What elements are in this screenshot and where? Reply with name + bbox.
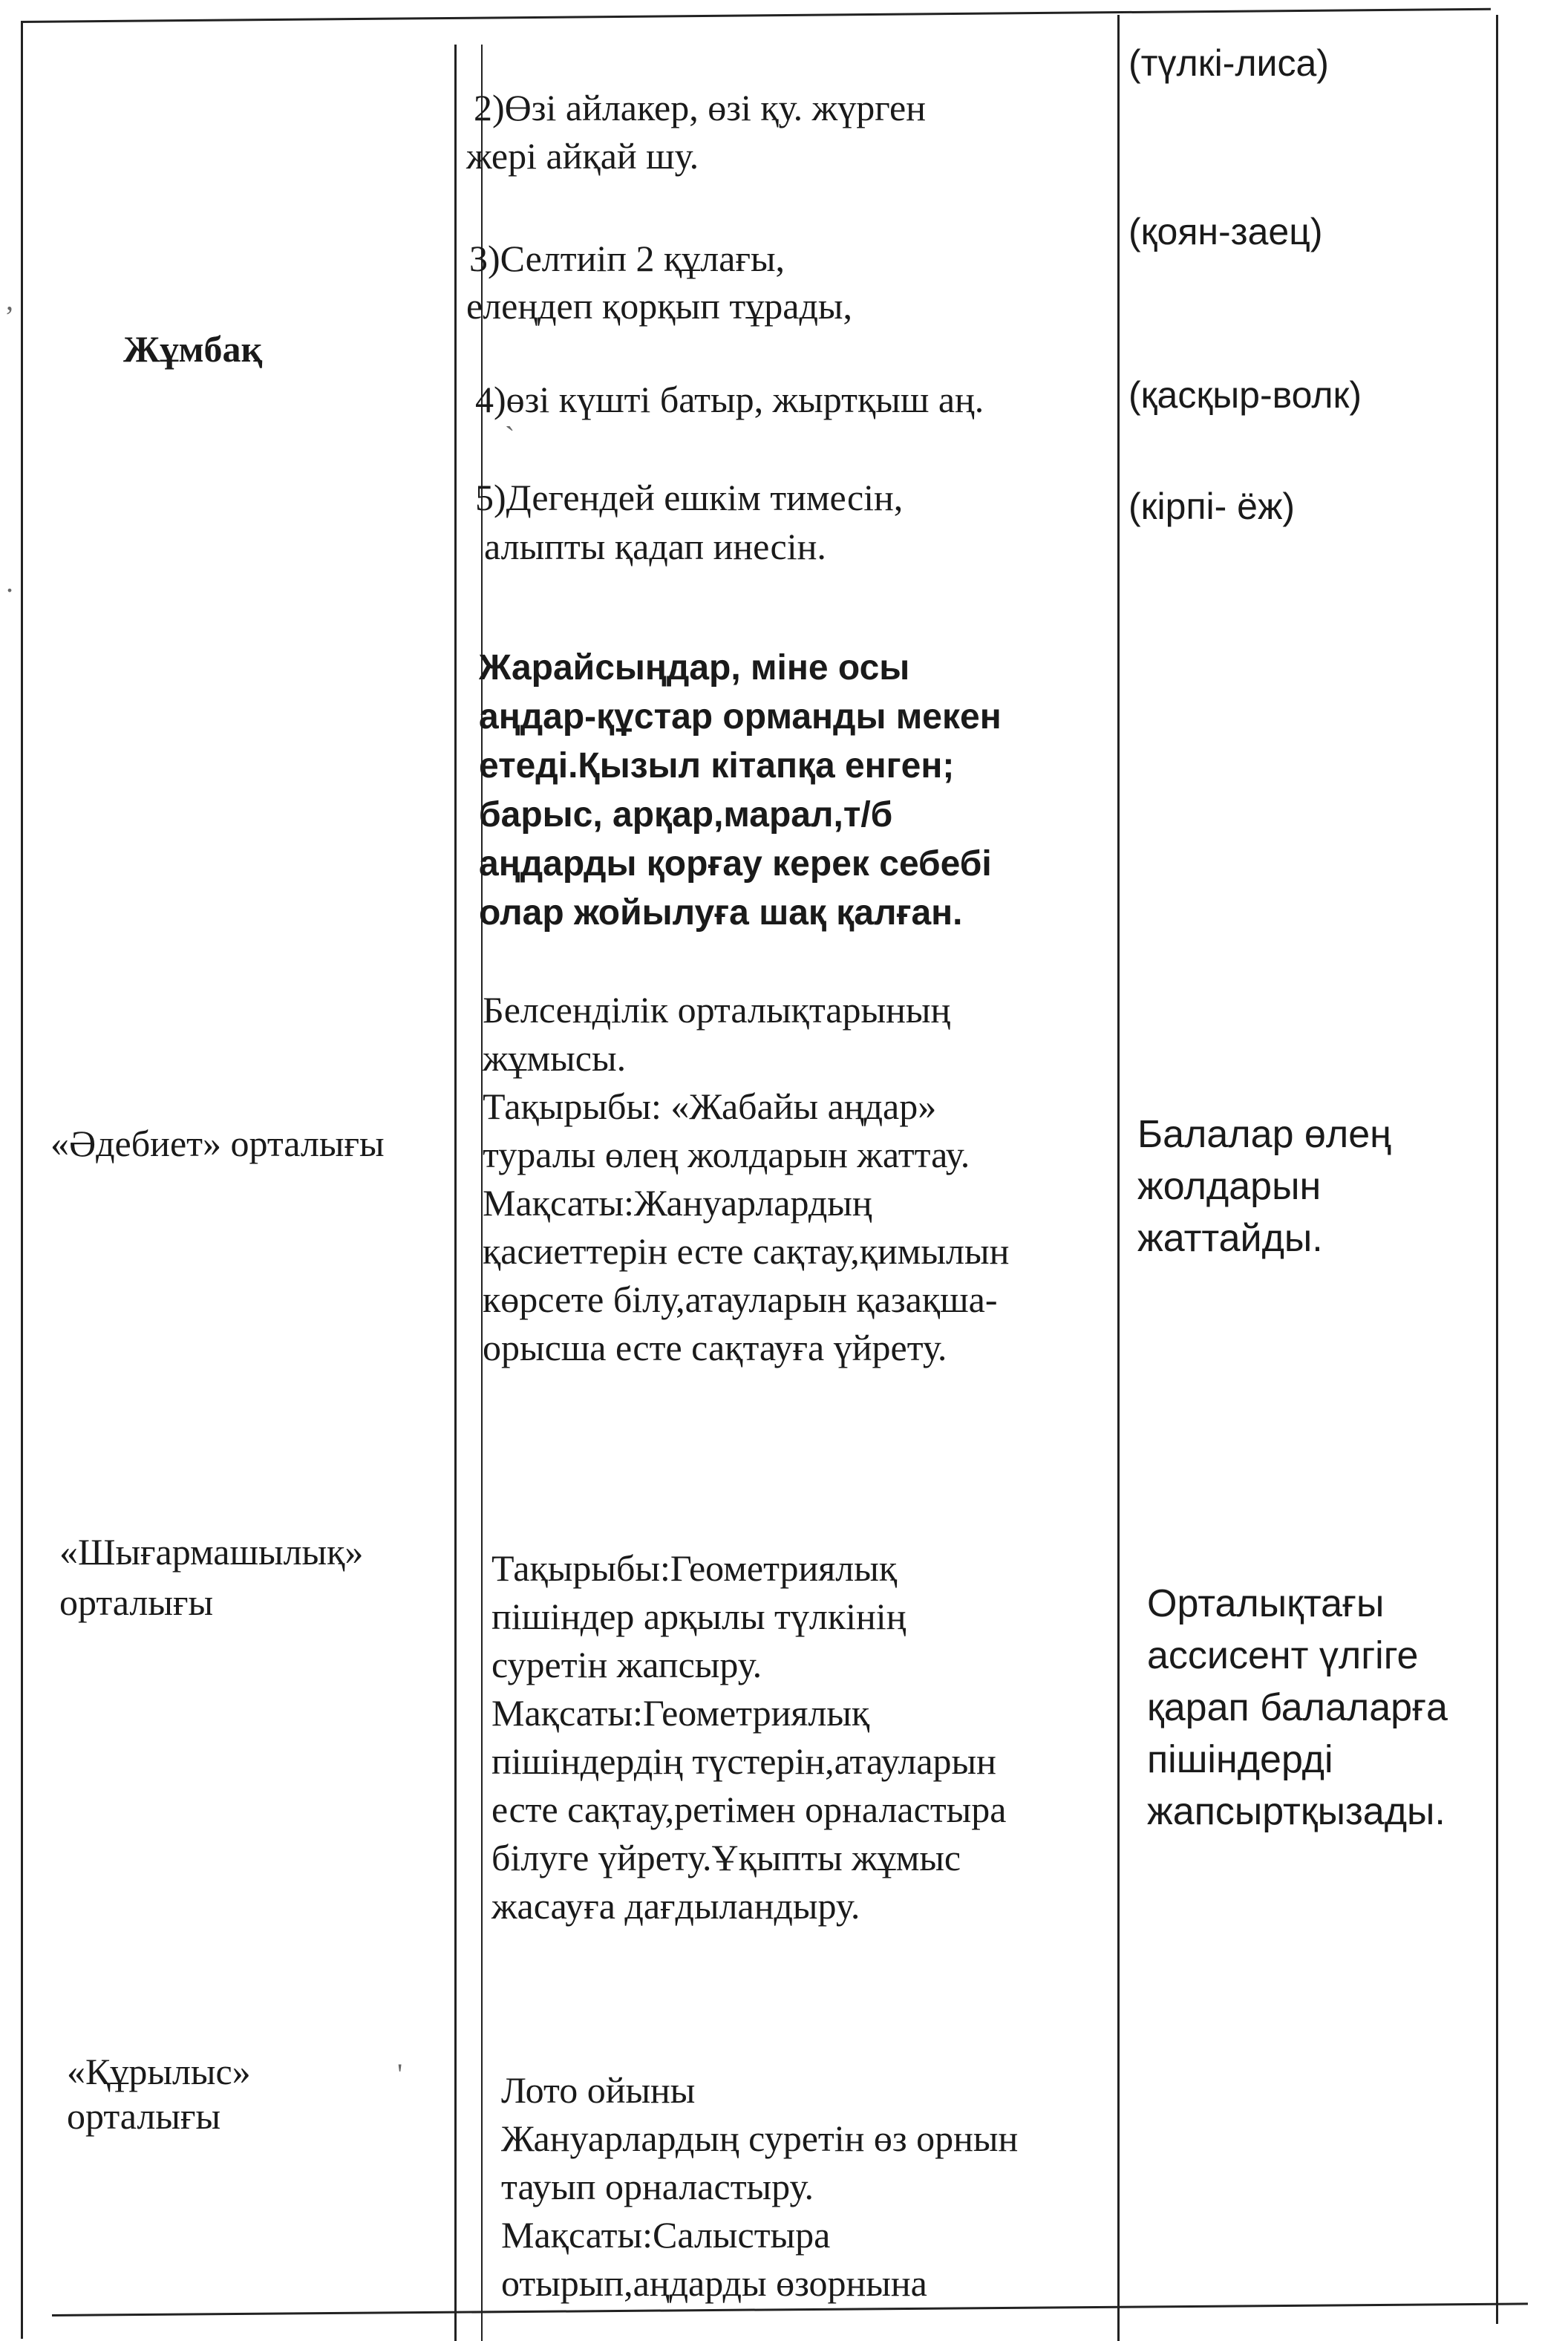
scan-mark: , <box>6 283 13 316</box>
literature-text-line: Тақырыбы: «Жабайы аңдар» <box>483 1085 937 1127</box>
creative-text-line: суретін жапсыру. <box>491 1644 762 1685</box>
riddle-2-line-2: жері айқай шу. <box>466 135 699 177</box>
column-divider-1 <box>454 45 457 2341</box>
creative-text-line: пішіндер арқылы түлкінің <box>491 1596 906 1637</box>
construction-center-label-2: орталығы <box>67 2095 221 2137</box>
literature-text-line: Белсенділік орталықтарының <box>483 989 951 1031</box>
creative-result-line: қарап балаларға <box>1147 1686 1448 1729</box>
riddle-3-line-1: 3)Селтиіп 2 құлағы, <box>469 238 785 279</box>
riddle-4-line-1: 4)өзі күшті батыр, жыртқыш аң. <box>475 379 984 420</box>
construction-text-line: Жануарлардың суретін өз орнын <box>501 2118 1019 2159</box>
scan-mark: . <box>6 565 13 598</box>
table-left-border <box>21 22 23 2339</box>
literature-text-line: туралы өлең жолдарын жаттау. <box>483 1134 970 1175</box>
literature-result-line: жолдарын <box>1137 1165 1322 1208</box>
creative-center-label: «Шығармашылық» <box>59 1531 364 1573</box>
literature-text-line: жұмысы. <box>483 1037 627 1079</box>
creative-text-line: есте сақтау,ретімен орналастыра <box>491 1789 1007 1830</box>
summary-line: олар жойылуға шақ қалған. <box>479 893 963 933</box>
construction-text-line: отырып,аңдарды өзорнына <box>501 2262 927 2304</box>
riddle-5-line-2: алыпты қадап инесін. <box>484 526 826 567</box>
riddle-5-answer: (кірпі- ёж) <box>1128 486 1296 527</box>
summary-line: аңдарды қорғау керек себебі <box>479 844 992 884</box>
creative-center-label-2: орталығы <box>59 1581 214 1623</box>
literature-center-label: «Әдебиет» орталығы <box>50 1123 385 1164</box>
scan-mark: ' <box>397 2057 403 2091</box>
summary-line: аңдар-құстар орманды мекен <box>479 697 1002 737</box>
creative-text-line: Тақырыбы:Геометриялық <box>491 1547 898 1589</box>
riddle-4-answer: (қасқыр-волк) <box>1128 374 1362 416</box>
riddle-2-answer: (түлкі-лиса) <box>1128 42 1329 84</box>
riddle-2-line-1: 2)Өзі айлакер, өзі қу. жүрген <box>474 87 927 128</box>
creative-text-line: пішіндердің түстерін,атауларын <box>491 1740 996 1782</box>
creative-result-line: Орталықтағы <box>1147 1582 1385 1625</box>
riddle-3-line-2: елеңдеп қорқып тұрады, <box>466 285 852 327</box>
table-top-border <box>21 8 1491 23</box>
column-divider-2 <box>1117 15 1120 2341</box>
riddle-5-line-1: 5)Дегендей ешкім тимесін, <box>475 477 904 518</box>
construction-text-line: тауып орналастыру. <box>501 2166 814 2207</box>
literature-text-line: көрсете білу,атауларын қазақша- <box>483 1279 998 1320</box>
literature-result-line: жаттайды. <box>1137 1217 1323 1260</box>
creative-result-line: пішіндерді <box>1147 1738 1333 1781</box>
scan-mark: ` <box>505 420 515 454</box>
summary-line: барыс, арқар,марал,т/б <box>479 795 893 835</box>
riddle-3-answer: (қоян-заец) <box>1128 211 1323 252</box>
summary-line: Жарайсыңдар, міне осы <box>479 648 910 688</box>
literature-result-line: Балалар өлең <box>1137 1113 1391 1156</box>
table-right-border <box>1496 15 1498 2324</box>
creative-result-line: жапсыртқызады. <box>1147 1790 1446 1833</box>
creative-result-line: ассисент үлгіге <box>1147 1634 1419 1677</box>
literature-text-line: орысша есте сақтауға үйрету. <box>483 1327 947 1368</box>
creative-text-line: жасауға дағдыландыру. <box>491 1885 860 1927</box>
construction-center-label: «Құрылыс» <box>67 2051 251 2092</box>
riddle-label: Жұмбақ <box>123 328 263 370</box>
literature-text-line: қасиеттерін есте сақтау,қимылын <box>483 1230 1010 1272</box>
literature-text-line: Мақсаты:Жануарлардың <box>483 1182 872 1224</box>
construction-text-line: Мақсаты:Салыстыра <box>501 2214 831 2256</box>
creative-text-line: Мақсаты:Геометриялық <box>491 1692 870 1734</box>
construction-text-line: Лото ойыны <box>501 2069 696 2111</box>
creative-text-line: білуге үйрету.Ұқыпты жұмыс <box>491 1837 961 1878</box>
summary-line: етеді.Қызыл кітапқа енген; <box>479 746 955 786</box>
